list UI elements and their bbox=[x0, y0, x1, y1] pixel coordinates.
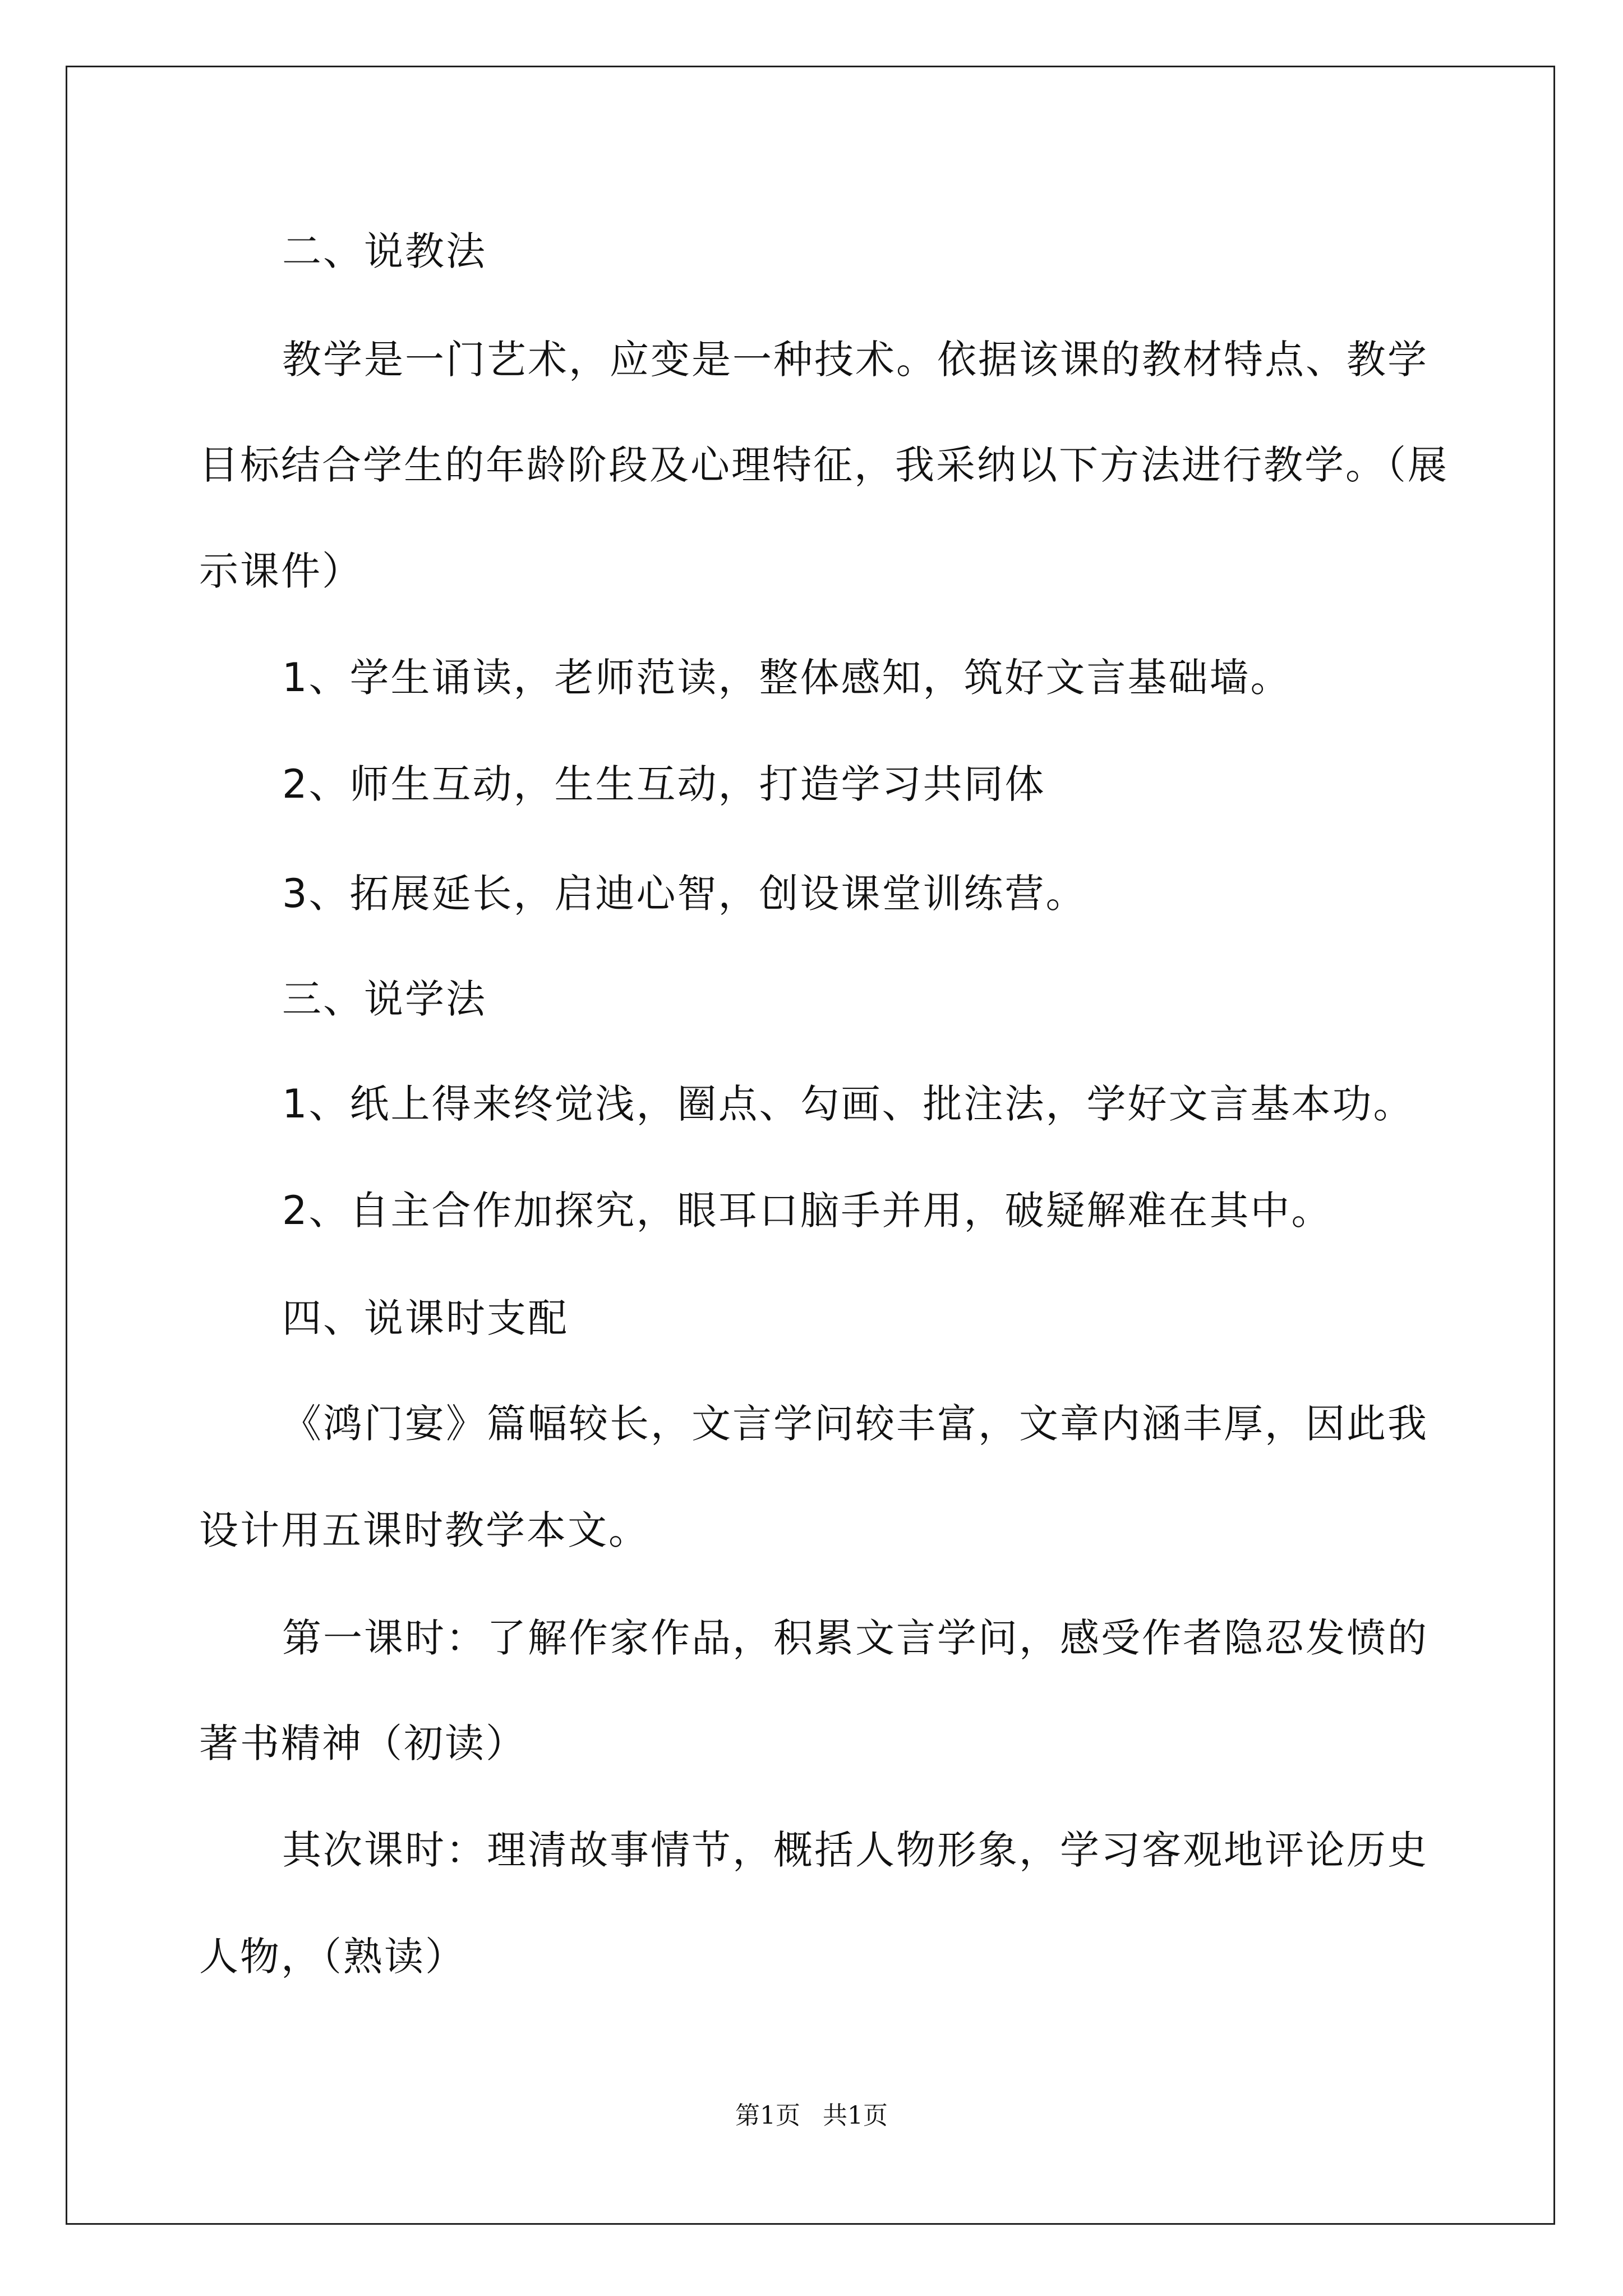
page-border bbox=[66, 66, 1555, 2225]
paragraph-line: 《鸿门宴》篇幅较长，文言学问较丰富，文章内涵丰厚，因此我 bbox=[282, 1401, 1428, 1447]
paragraph-line: 目标结合学生的年龄阶段及心理特征，我采纳以下方法进行教学。（展 bbox=[199, 442, 1449, 488]
list-item: 1、学生诵读，老师范读，整体感知，筑好文言基础墙。 bbox=[282, 655, 1292, 701]
list-item: 2、自主合作加探究，眼耳口脑手并用，破疑解难在其中。 bbox=[282, 1188, 1332, 1234]
page-number: 第1页 bbox=[735, 2101, 800, 2130]
page-total: 共1页 bbox=[823, 2101, 888, 2130]
paragraph-line: 示课件） bbox=[199, 548, 363, 594]
heading-teaching-method: 二、说教法 bbox=[282, 228, 487, 274]
paragraph-line: 设计用五课时教学本文。 bbox=[199, 1507, 649, 1553]
list-item: 2、师生互动，生生互动，打造学习共同体 bbox=[282, 761, 1046, 807]
paragraph-line: 其次课时：理清故事情节，概括人物形象，学习客观地评论历史 bbox=[282, 1827, 1428, 1873]
paragraph-line: 教学是一门艺术，应变是一种技术。依据该课的教材特点、教学 bbox=[282, 337, 1428, 383]
page-footer bbox=[0, 2099, 1623, 2133]
list-item: 1、纸上得来终觉浅，圈点、勾画、批注法，学好文言基本功。 bbox=[282, 1081, 1414, 1127]
paragraph-line: 人物，（熟读） bbox=[199, 1934, 466, 1980]
heading-learning-method: 三、说学法 bbox=[282, 976, 487, 1022]
paragraph-line: 第一课时：了解作家作品，积累文言学问，感受作者隐忍发愤的 bbox=[282, 1615, 1428, 1661]
paragraph-line: 著书精神（初读） bbox=[199, 1720, 527, 1766]
heading-lesson-schedule: 四、说课时支配 bbox=[282, 1295, 569, 1341]
list-item: 3、拓展延长，启迪心智，创设课堂训练营。 bbox=[282, 871, 1087, 917]
